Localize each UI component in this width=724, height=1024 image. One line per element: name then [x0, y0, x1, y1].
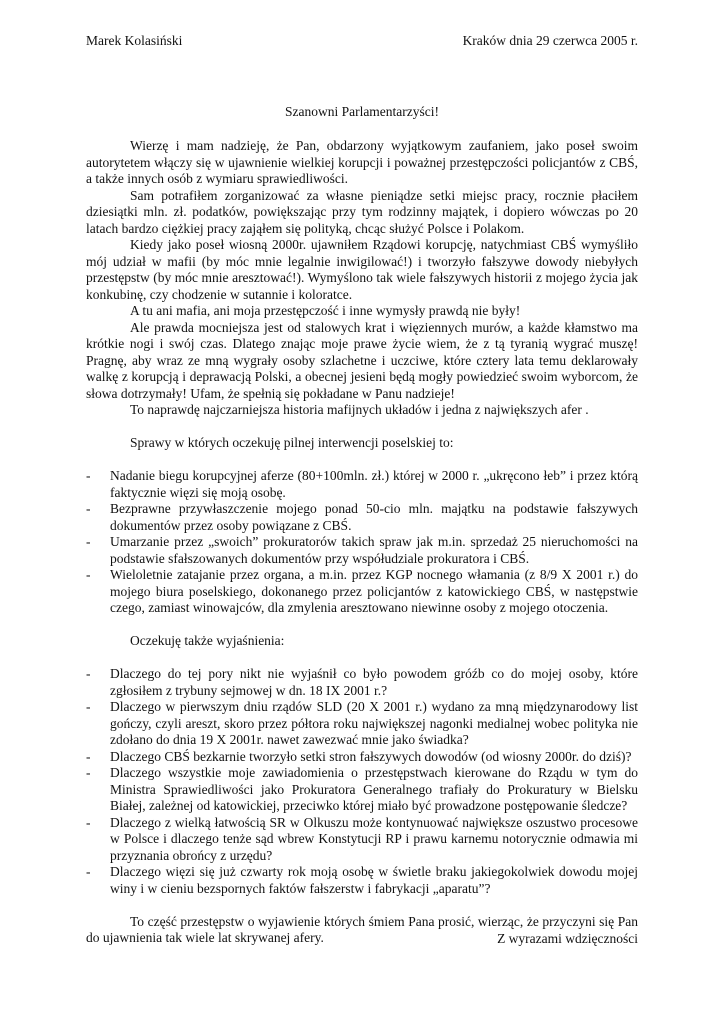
list-item [86, 699, 638, 749]
list-item [86, 749, 638, 766]
list-item [86, 666, 638, 699]
list-item [86, 468, 638, 501]
list-item-text: Nadanie biegu korupcyjnej aferze (80+100mln. zł.) której w 2000 r. „ukręcono łeb” i przez którą faktycznie więzi się moją osobę. [110, 468, 638, 500]
salutation: Szanowni Parlamentarzyści! [284, 104, 440, 119]
list-item-text: Bezprawne przywłaszczenie mojego ponad 50-cio mln. majątku na podstawie fałszywych dokumentów przez osoby powiązane z CBŚ. [110, 501, 638, 533]
interventions-list [86, 468, 638, 617]
list-item-text: Dlaczego więzi się już czwarty rok moją osobę w świetle braku jakiegokolwiek dowodu mojej winy i w cieniu bezspornych faktów fałszerstw i fabrykacji „aparatu”? [110, 864, 638, 896]
author-name: Marek Kolasiński [86, 33, 183, 48]
section-heading-explanations: Oczekuję także wyjaśnienia: [130, 633, 285, 648]
list-item-text: Dlaczego CBŚ bezkarnie tworzyło setki stron fałszywych dowodów (od wiosny 2000r. do dziś)? [110, 748, 632, 764]
dash-bullet: - [86, 765, 91, 780]
list-item-text: Dlaczego wszystkie moje zawiadomienia o przestępstwach kierowane do Rządu w tym do Ministra Sprawiedliwości jako Prokuratora Generalnego trafiały do Prokuratury w Bielsku Białej, zależnej od katowickiej, przeciwko której miało być prowadzone postępowanie śledcze? [110, 765, 638, 813]
paragraph: A tu ani mafia, ani moja przestępczość i inne wymysły prawdą nie były! [130, 303, 521, 318]
dash-bullet: - [86, 501, 91, 516]
dash-bullet: - [86, 864, 91, 879]
list-item [86, 815, 638, 865]
list-item [86, 567, 638, 617]
dash-bullet: - [86, 534, 91, 549]
place-and-date: Kraków dnia 29 czerwca 2005 r. [462, 33, 638, 48]
paragraph: Sam potrafiłem zorganizować za własne pieniądze setki miejsc pracy, rocznie płaciłem dziesiątki mln. zł. podatków, powiększając przy tym rodzinny majątek, i dopiero wówczas po 20 latach bardzo ciężkiej pracy zająłem się polityką, chcąc służyć Polsce i Polakom. [86, 187, 638, 236]
dash-bullet: - [86, 814, 91, 830]
list-item [86, 534, 638, 567]
explanations-list [86, 666, 638, 897]
paragraph: Ale prawda mocniejsza jest od stalowych krat i więziennych murów, a każde kłamstwo ma krótkie nogi i swój czas. Dlatego znając moje prawe życie wiem, że z tą tyranią wygrać muszę! Pragnę, aby wraz ze mną wygrały osoby szlachetne i uczciwe, które cztery lata temu deklarowały walkę z korupcją i deprawacją Polski, a obecnej jesieni będą mogły powiedzieć swoim wyborcom, że słowa dotrzymały! Ufam, że spełnią się pokładane w Panu nadzieje! [86, 319, 638, 401]
dash-bullet: - [86, 468, 91, 483]
dash-bullet: - [86, 666, 91, 681]
final-paragraph: To część przestępstw o wyjawienie których śmiem Pana prosić, wierząc, że przyczyni się Pan do ujawnienia tak wiele lat skrywanej afery. [86, 913, 638, 945]
spacer [86, 419, 638, 436]
closing-phrase: Z wyrazami wdzięczności [497, 931, 638, 946]
list-item-text: Dlaczego w pierwszym dniu rządów SLD (20 X 2001 r.) wydano za mną międzynarodowy list gończy, czyli areszt, skoro przez półtora roku największej nagonki medialnej wobec polityka nie zdołano do dnia 19 X 2001r. nawet zawezwać mnie jako świadka? [110, 699, 638, 747]
list-item-text: Dlaczego do tej pory nikt nie wyjaśnił co było powodem gróźb co do mojej osoby, które zgłosiłem z trybuny sejmowej w dn. 18 IX 2001 r.? [110, 666, 638, 698]
spacer [86, 650, 638, 667]
list-item [86, 864, 638, 897]
paragraph: Wierzę i mam nadzieję, że Pan, obdarzony wyjątkowym zaufaniem, jako poseł swoim autorytetem włączy się w ujawnienie wielkiej korupcji i poważnej przestępczości policjantów z CBŚ, a także innych osób z wymiaru sprawiedliwości. [86, 138, 638, 186]
dash-bullet: - [86, 699, 91, 714]
letter-body [86, 138, 638, 947]
section-heading-interventions: Sprawy w których oczekuję pilnej interwencji poselskiej to: [130, 435, 454, 450]
paragraph: To naprawdę najczarniejsza historia mafijnych układów i jedna z największych afer . [130, 402, 589, 417]
spacer [86, 897, 638, 914]
list-item-text: Umarzanie przez „swoich” prokuratorów takich spraw jak m.in. sprzedaż 25 nieruchomości na podstawie sfałszowanych dokumentów przy współudziale prokuratora i CBŚ. [110, 534, 638, 566]
list-item-text: Wieloletnie zatajanie przez organa, a m.in. przez KGP nocnego włamania (z 8/9 X 2001 r.) do mojego biura poselskiego, dokonanego przez policjantów z katowickiego CBŚ, w następstwie czego, zamiast winowajców, dla zmylenia aresztowano niewinne osoby z mojego otoczenia. [110, 567, 638, 615]
list-item-text: Dlaczego z wielką łatwością SR w Olkuszu może kontynuować największe oszustwo procesowe w Polsce i dlaczego tenże sąd wbrew Konstytucji RP i prawu karnemu notorycznie odmawia mi przyznania obrońcy z urzędu? [110, 814, 638, 863]
dash-bullet: - [86, 748, 91, 764]
list-item [86, 765, 638, 815]
dash-bullet: - [86, 567, 91, 582]
spacer [86, 452, 638, 469]
list-item [86, 501, 638, 534]
paragraph: Kiedy jako poseł wiosną 2000r. ujawniłem Rządowi korupcję, natychmiast CBŚ wymyśliło mój udział w mafii (by móc mnie legalnie inwigilować!) i tworzyło fałszywe dowody niebyłych przestępstw (by móc mnie aresztować!). Wymyślono tak wiele fałszywych historii z mojego życia jak konkubinę, czy chodzenie w sutannie i koloratce. [86, 237, 638, 302]
spacer [86, 617, 638, 634]
